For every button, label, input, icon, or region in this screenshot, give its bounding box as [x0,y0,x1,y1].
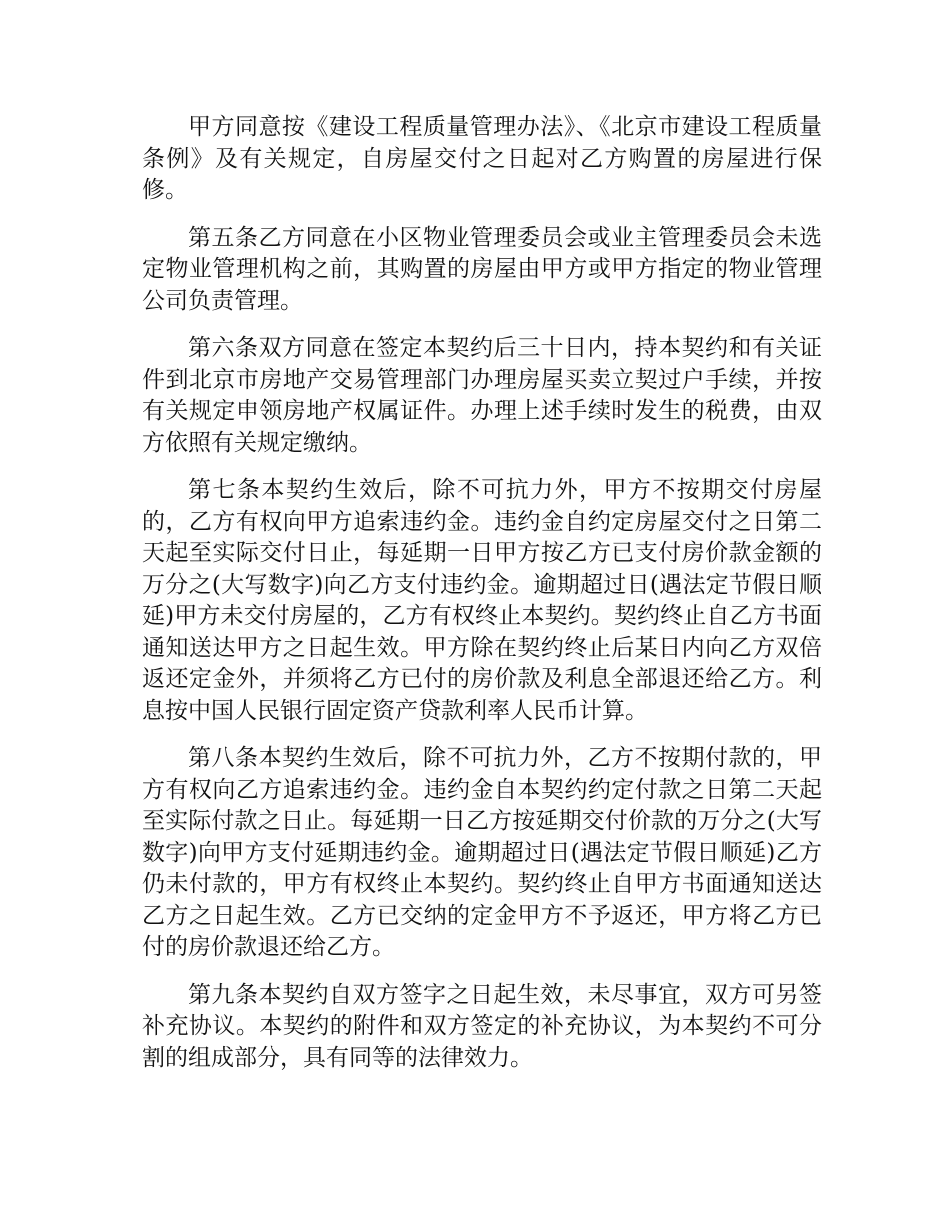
document-body [142,112,822,1090]
paragraph-article-8: 第八条本契约生效后，除不可抗力外，乙方不按期付款的，甲方有权向乙方追索违约金。违约金自本契约约定付款之日第二天起至实际付款之日止。每延期一日乙方按延期交付价款的万分之(大写数字)向甲方支付延期违约金。逾期超过日(遇法定节假日顺延)乙方仍未付款的，甲方有权终止本契约。契约终止自甲方书面通知送达乙方之日起生效。乙方已交纳的定金甲方不予返还，甲方将乙方已付的房价款退还给乙方。 [142,745,822,960]
paragraph-article-5: 第五条乙方同意在小区物业管理委员会或业主管理委员会未选定物业管理机构之前，其购置的房屋由甲方或甲方指定的物业管理公司负责管理。 [142,224,822,314]
paragraph-article-9: 第九条本契约自双方签字之日起生效，未尽事宜，双方可另签补充协议。本契约的附件和双方签定的补充协议，为本契约不可分割的组成部分，具有同等的法律效力。 [142,981,822,1071]
paragraph-article-7: 第七条本契约生效后，除不可抗力外，甲方不按期交付房屋的，乙方有权向甲方追索违约金。违约金自约定房屋交付之日第二天起至实际交付日止，每延期一日甲方按乙方已支付房价款金额的万分之(大写数字)向乙方支付违约金。逾期超过日(遇法定节假日顺延)甲方未交付房屋的，乙方有权终止本契约。契约终止自乙方书面通知送达甲方之日起生效。甲方除在契约终止后某日内向乙方双倍返还定金外，并须将乙方已付的房价款及利息全部退还给乙方。利息按中国人民银行固定资产贷款利率人民币计算。 [142,477,822,724]
paragraph-warranty: 甲方同意按《建设工程质量管理办法》、《北京市建设工程质量条例》及有关规定，自房屋交付之日起对乙方购置的房屋进行保修。 [142,114,822,203]
paragraph-article-6: 第六条双方同意在签定本契约后三十日内，持本契约和有关证件到北京市房地产交易管理部门办理房屋买卖立契过户手续，并按有关规定申领房地产权属证件。办理上述手续时发生的税费，由双方依照有关规定缴纳。 [142,335,822,456]
